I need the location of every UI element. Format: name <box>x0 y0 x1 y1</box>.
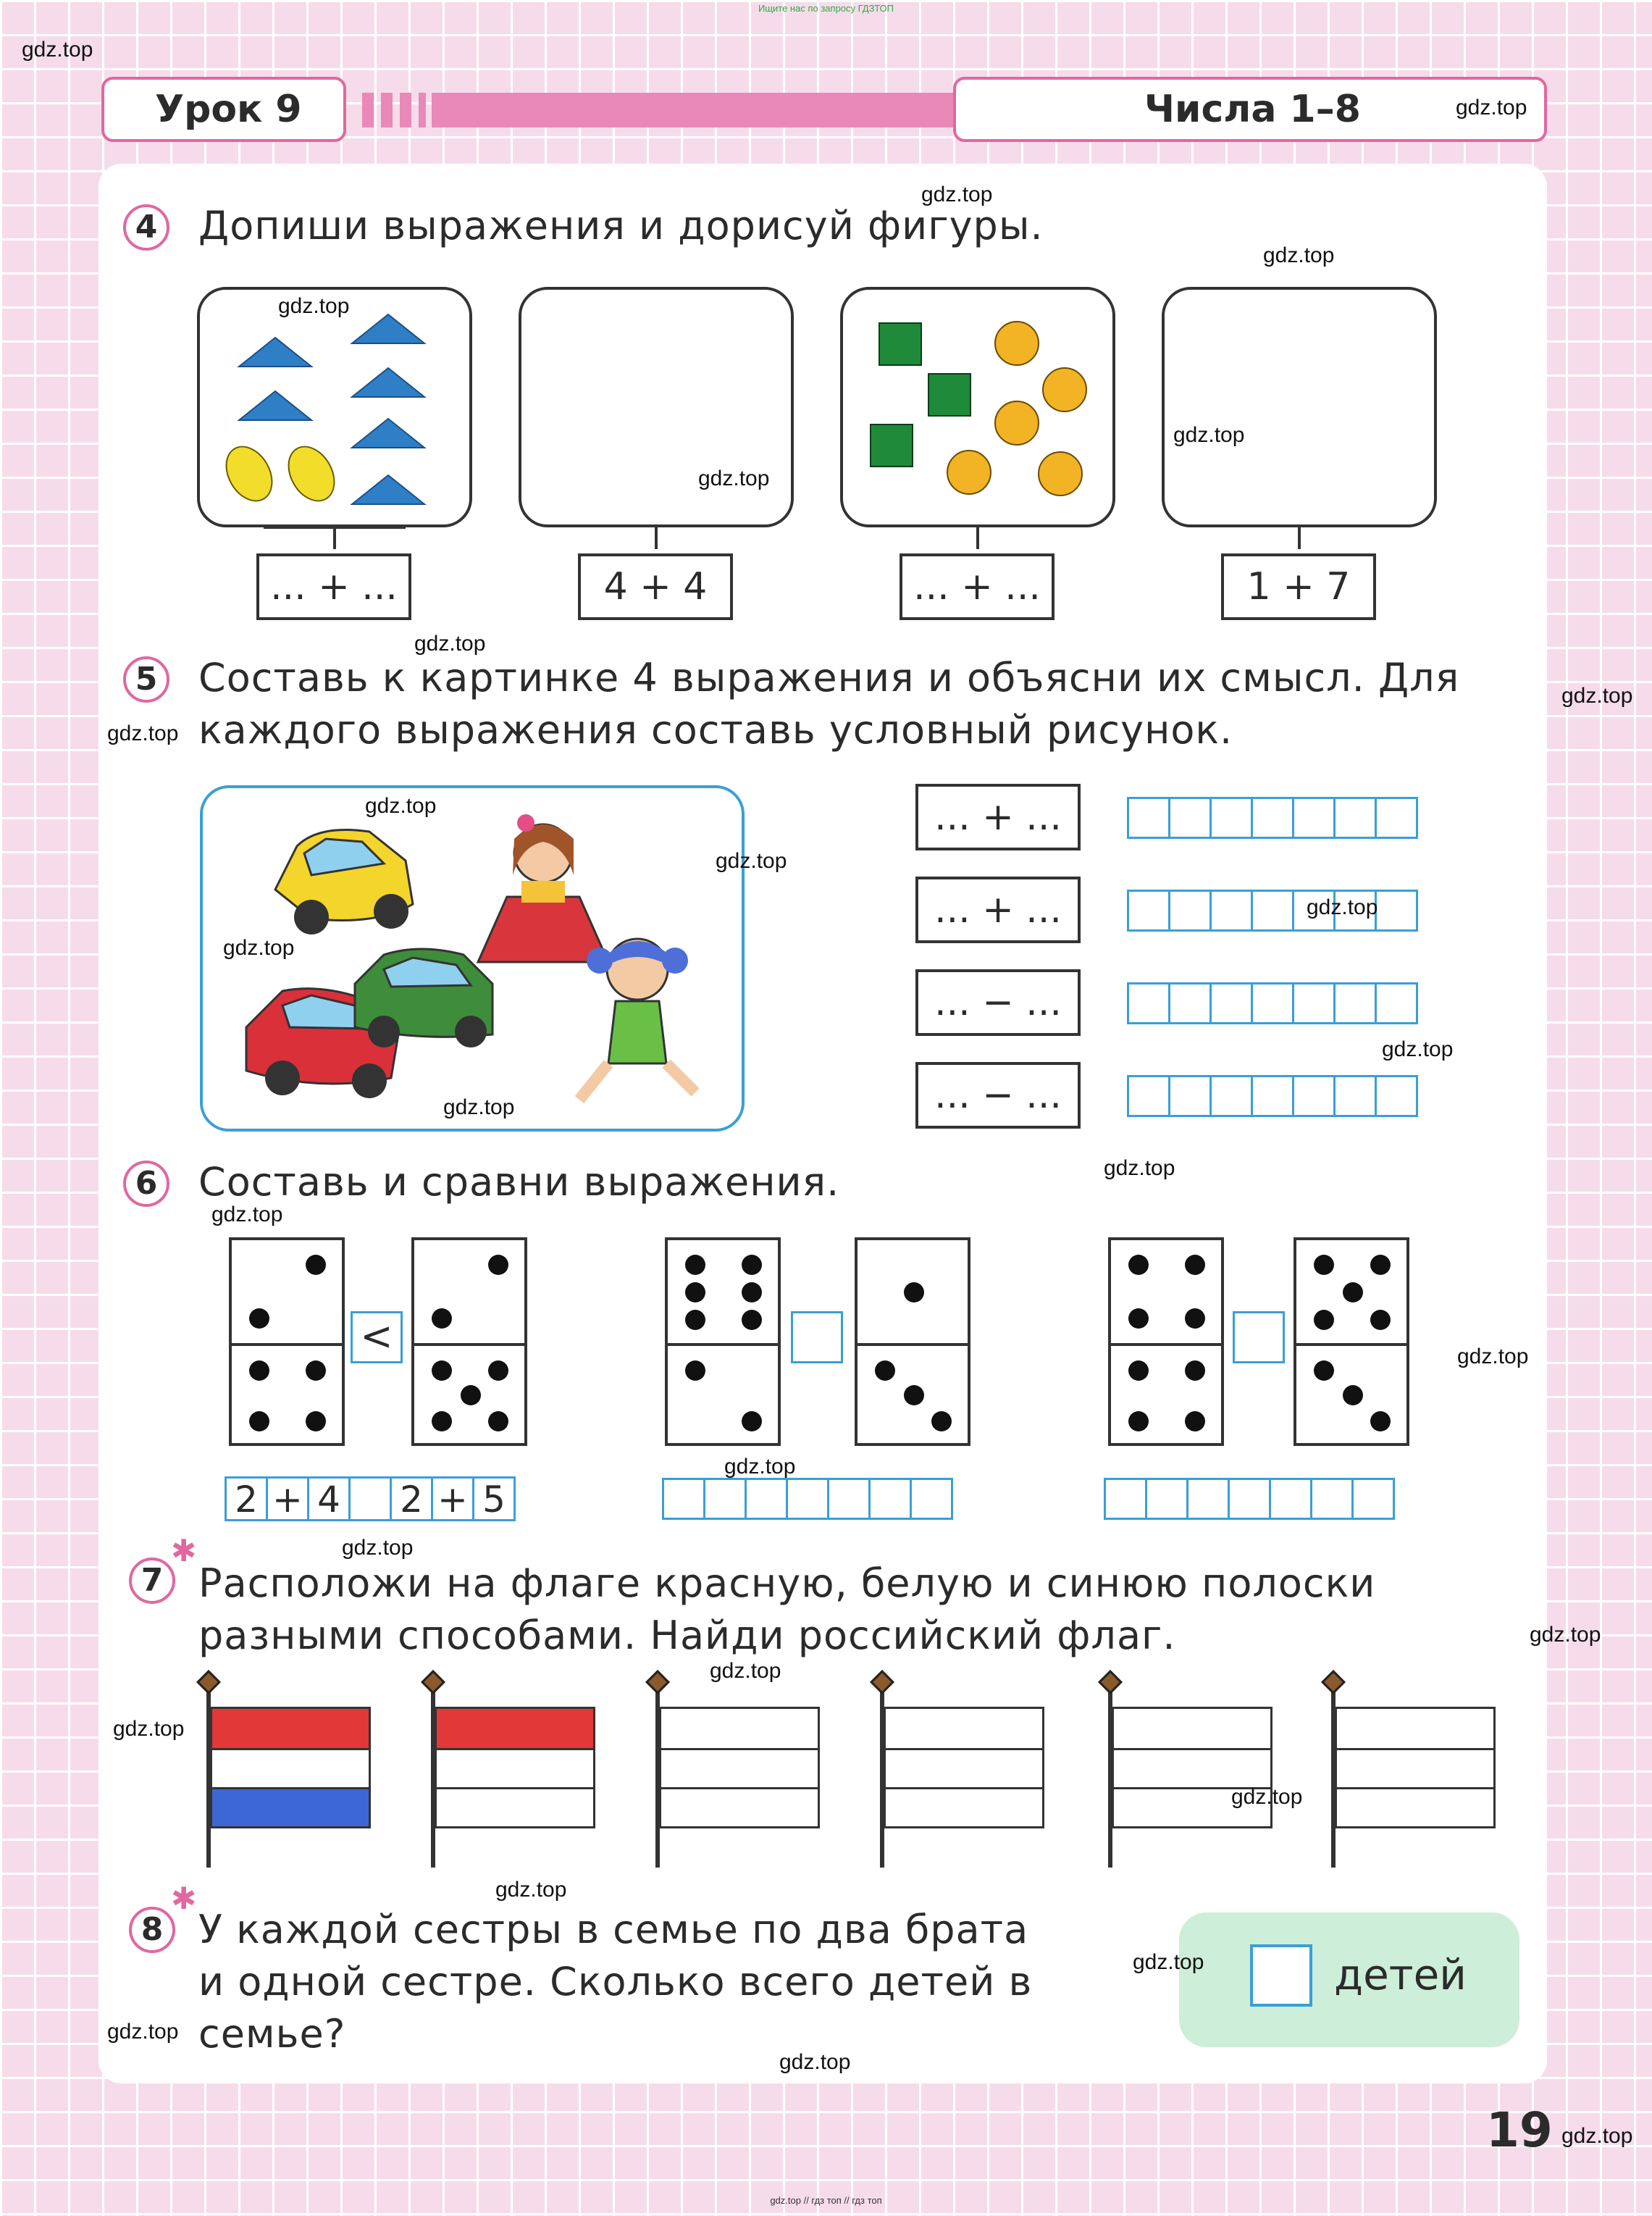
domino-dot <box>875 1360 895 1381</box>
domino-dot <box>1128 1255 1149 1275</box>
domino-dot <box>249 1411 269 1431</box>
eq-cell <box>348 1476 392 1521</box>
green-car-icon <box>355 949 492 1048</box>
watermark: gdz.top <box>1457 1345 1529 1368</box>
task-5-expression-1[interactable]: ... + ... <box>915 784 1081 850</box>
domino-dot <box>742 1411 762 1431</box>
drawing-cells-1[interactable] <box>1127 797 1416 839</box>
domino-dot <box>685 1282 705 1303</box>
domino <box>229 1237 345 1446</box>
task-5-line-2: каждого выражения составь условный рисунок. <box>198 707 1233 753</box>
figure-box-3 <box>840 287 1115 527</box>
watermark: gdz.top <box>107 722 179 745</box>
domino-dot <box>742 1282 762 1303</box>
doll-red-dress-icon <box>478 814 608 962</box>
header-stripe <box>362 93 374 127</box>
task-5-expression-3[interactable]: ... − ... <box>915 969 1081 1036</box>
figure-box-2[interactable] <box>519 287 794 527</box>
watermark: gdz.top <box>1307 895 1378 919</box>
task-4-expression-3[interactable]: ... + ... <box>900 553 1054 620</box>
expression-cells-middle[interactable] <box>662 1478 951 1520</box>
yellow-car-icon <box>275 830 413 935</box>
figures-squares-circles <box>843 290 1112 524</box>
answer-panel <box>1179 1912 1519 2047</box>
figure-box-4[interactable] <box>1162 287 1437 527</box>
domino-dot <box>488 1360 508 1381</box>
eq-cell: 2 <box>390 1476 433 1521</box>
flag-6[interactable] <box>1335 1707 1496 1828</box>
domino-dot <box>1185 1360 1205 1381</box>
domino <box>411 1237 527 1446</box>
watermark: gdz.top <box>223 936 295 960</box>
task-8-line-1: У каждой сестры в семье по два брата <box>198 1907 1029 1952</box>
domino-dot <box>742 1255 762 1275</box>
domino <box>1108 1237 1224 1446</box>
task-7-line-2: разными способами. Найди российский флаг. <box>198 1613 1176 1658</box>
connector <box>1298 526 1301 549</box>
domino-dot <box>306 1411 326 1431</box>
domino-dot <box>1185 1308 1205 1329</box>
eq-cell: + <box>266 1476 309 1521</box>
connector <box>976 526 979 549</box>
domino-dot <box>1128 1308 1149 1329</box>
flag-4[interactable] <box>884 1707 1044 1828</box>
answer-label: детей <box>1334 1950 1467 1999</box>
drawing-cells-3[interactable] <box>1127 982 1416 1024</box>
watermark: gdz.top <box>724 1455 796 1479</box>
domino-dot <box>488 1411 508 1431</box>
watermark: gdz.top <box>1263 243 1335 267</box>
eq-cell: 2 <box>225 1476 268 1521</box>
domino-dot <box>1314 1360 1334 1381</box>
expression-cells-left <box>225 1476 513 1521</box>
watermark: gdz.top <box>22 38 93 62</box>
domino-dot <box>1185 1411 1205 1431</box>
domino-dot <box>931 1411 952 1431</box>
watermark: gdz.top <box>1104 1156 1175 1180</box>
top-note: Ищите нас по запросу ГДЗТОП <box>758 3 894 14</box>
flag-2[interactable] <box>435 1707 595 1828</box>
task-6-text: Составь и сравни выражения. <box>198 1159 840 1205</box>
watermark: gdz.top <box>710 1659 781 1683</box>
domino <box>1293 1237 1409 1446</box>
task-4-expression-4: 1 + 7 <box>1221 553 1376 620</box>
watermark: gdz.top <box>1231 1785 1303 1809</box>
eq-cell: 4 <box>307 1476 351 1521</box>
asterisk-icon: ✱ <box>171 1881 197 1916</box>
domino-dot <box>306 1255 326 1275</box>
domino-dot <box>249 1308 269 1329</box>
watermark: gdz.top <box>495 1878 567 1902</box>
domino-dot <box>1370 1255 1391 1275</box>
task-7-number: 7 <box>129 1558 175 1604</box>
watermark: gdz.top <box>1173 423 1245 447</box>
task-5-number: 5 <box>123 656 169 703</box>
watermark: gdz.top <box>716 849 787 873</box>
domino-dot <box>249 1360 269 1381</box>
asterisk-icon: ✱ <box>171 1533 197 1568</box>
watermark: gdz.top <box>698 467 770 490</box>
compare-sign-box-1: < <box>351 1311 403 1363</box>
domino-dot <box>685 1255 705 1275</box>
domino <box>665 1237 781 1446</box>
connector <box>655 526 658 549</box>
expression-cells-right[interactable] <box>1104 1478 1393 1520</box>
domino-dot <box>1128 1360 1149 1381</box>
task-8-number: 8 <box>129 1907 175 1953</box>
watermark: gdz.top <box>1561 684 1633 708</box>
watermark: gdz.top <box>278 294 350 318</box>
doll-blue-hair-icon <box>579 939 695 1100</box>
domino-dot <box>432 1308 452 1329</box>
drawing-cells-4[interactable] <box>1127 1075 1416 1117</box>
task-4-expression-1[interactable]: ... + ... <box>256 553 411 620</box>
answer-input-box[interactable] <box>1250 1944 1312 2007</box>
watermark: gdz.top <box>1530 1623 1601 1647</box>
lesson-label: Урок 9 <box>101 77 346 142</box>
domino <box>855 1237 970 1446</box>
task-8-line-2: и одной сестре. Сколько всего детей в <box>198 1959 1033 2004</box>
domino-dot <box>1185 1255 1205 1275</box>
topic-title: Числа 1–8 <box>1144 88 1361 131</box>
task-5-expression-4[interactable]: ... − ... <box>915 1062 1081 1129</box>
task-4-expression-2: 4 + 4 <box>578 553 733 620</box>
domino-dot <box>742 1310 762 1330</box>
watermark: gdz.top <box>113 1717 185 1741</box>
watermark: gdz.top <box>779 2050 851 2074</box>
domino-dot <box>1343 1282 1363 1303</box>
eq-cell: + <box>431 1476 474 1521</box>
task-5-expression-2[interactable]: ... + ... <box>915 877 1081 943</box>
domino-dot <box>432 1360 452 1381</box>
bottom-note: gdz.top // гдз топ // гдз топ <box>770 2195 882 2206</box>
compare-sign-box-3[interactable] <box>1233 1311 1285 1363</box>
domino-dot <box>1314 1255 1334 1275</box>
flag-5[interactable] <box>1112 1707 1272 1828</box>
task-8-line-3: семье? <box>198 2011 346 2057</box>
task-5-line-1: Составь к картинке 4 выражения и объясни их смысл. Для <box>198 655 1460 701</box>
connector <box>264 526 406 529</box>
task-6-number: 6 <box>123 1161 169 1207</box>
figure-box-1 <box>197 287 472 527</box>
domino-dot <box>1314 1310 1334 1330</box>
domino-dot <box>1343 1385 1363 1405</box>
header-stripe <box>419 93 426 127</box>
watermark: gdz.top <box>342 1536 414 1560</box>
page-number: 19 <box>1486 2102 1553 2158</box>
domino-dot <box>461 1385 481 1405</box>
watermark: gdz.top <box>107 2020 179 2044</box>
figures-triangles-ovals <box>200 290 469 524</box>
watermark: gdz.top <box>443 1095 515 1119</box>
connector <box>333 526 336 549</box>
eq-cell: 5 <box>472 1476 516 1521</box>
watermark: gdz.top <box>211 1203 283 1226</box>
task-4-number: 4 <box>123 204 169 251</box>
domino-dot <box>488 1255 508 1275</box>
domino-dot <box>1370 1411 1391 1431</box>
domino-dot <box>904 1282 924 1303</box>
flag-1 <box>210 1707 371 1828</box>
watermark: gdz.top <box>365 794 437 818</box>
compare-sign-box-2[interactable] <box>791 1311 843 1363</box>
domino-dot <box>685 1310 705 1330</box>
watermark: gdz.top <box>1382 1037 1454 1061</box>
task-7-line-1: Расположи на флаге красную, белую и синюю полоски <box>198 1560 1376 1606</box>
header-stripe <box>432 93 955 127</box>
domino-dot <box>685 1360 705 1381</box>
domino-dot <box>1370 1310 1391 1330</box>
watermark: gdz.top <box>414 632 486 656</box>
domino-dot <box>1128 1411 1149 1431</box>
header-stripe <box>400 93 411 127</box>
domino-dot <box>306 1360 326 1381</box>
watermark: gdz.top <box>1456 96 1527 120</box>
flag-3[interactable] <box>659 1707 820 1828</box>
watermark: gdz.top <box>1561 2124 1633 2148</box>
header-stripe <box>381 93 393 127</box>
watermark: gdz.top <box>1133 1950 1204 1974</box>
domino-dot <box>432 1411 452 1431</box>
watermark: gdz.top <box>921 183 993 206</box>
task-4-text: Допиши выражения и дорисуй фигуры. <box>198 203 1044 248</box>
domino-dot <box>904 1385 924 1405</box>
